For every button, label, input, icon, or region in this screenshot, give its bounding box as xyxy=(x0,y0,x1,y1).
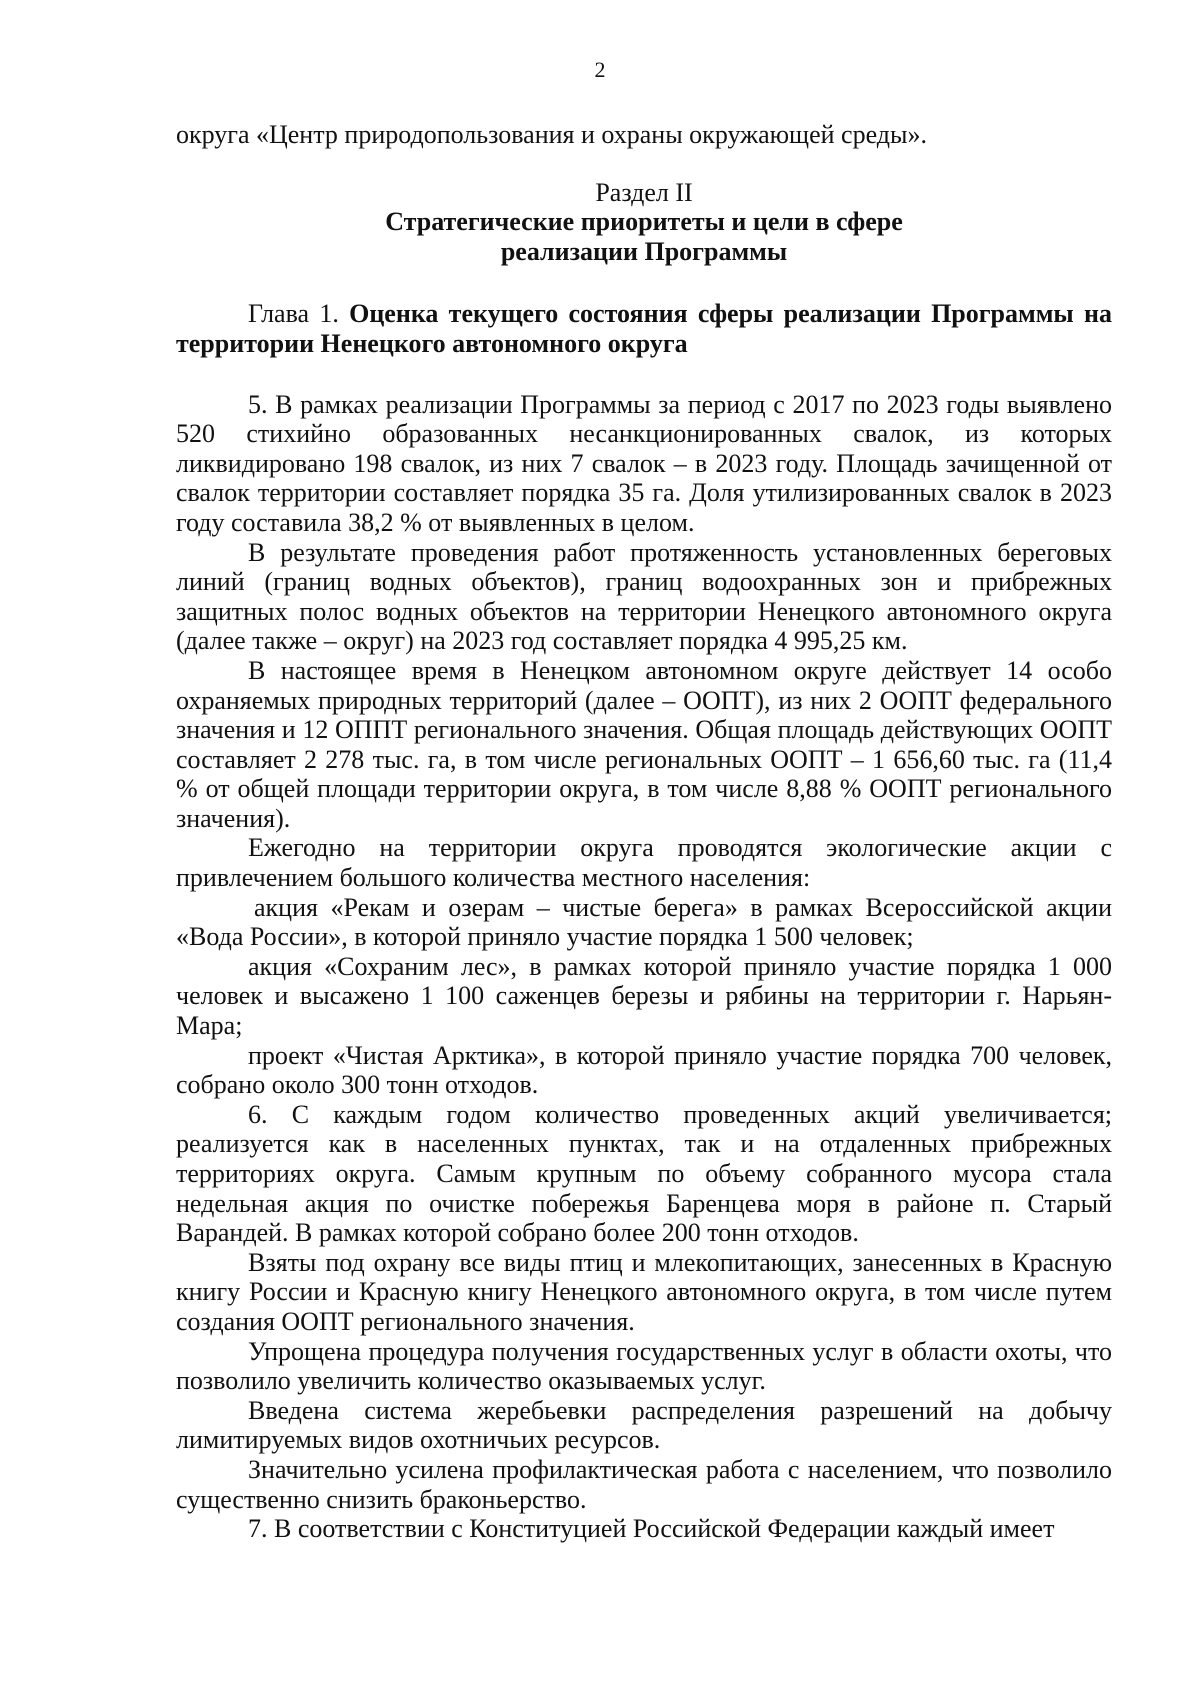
paragraph-7: 7. В соответствии с Конституцией Российской Федерации каждый имеет xyxy=(248,1514,1055,1544)
paragraph-red-book: Взяты под охрану все виды птиц и млекопитающих, занесенных в Красную книгу России и Красную книгу Ненецкого автономного округа, в том числе путем создания ООПТ регионального значения. xyxy=(176,1247,1112,1336)
list-item-forest-action: акция «Сохраним лес», в рамках которой приняло участие порядка 1 000 человек и высажено 1 100 саженцев березы и рябины на территории г. Нарьян-Мара; xyxy=(176,951,1112,1041)
section-label: Раздел II xyxy=(595,177,693,207)
document-body xyxy=(176,120,1112,1544)
section-title-line-2: реализации Программы xyxy=(500,236,788,266)
intro-line: округа «Центр природопользования и охраны окружающей среды». xyxy=(176,120,927,149)
paragraph-hunting-services: Упрощена процедура получения государственных услуг в области охоты, что позволило увеличить количество оказываемых услуг. xyxy=(176,1336,1112,1396)
section-header xyxy=(176,178,1112,267)
paragraph-protected-areas: В настоящее время в Ненецком автономном округе действует 14 особо охраняемых природных территорий (далее – ООПТ), из них 2 ООПТ федерального значения и 12 ОППТ регионального значения. Общая площадь действующих ООПТ составляет 2 278 тыс. га, в том числе региональных ООПТ – 1 656,60 тыс. га (11,4 % от общей площади территории округа, в том числе 8,88 % ООПТ регионального значения). xyxy=(176,655,1112,833)
paragraph-eco-actions: Ежегодно на территории округа проводятся экологические акции с привлечением большого количества местного населения: xyxy=(176,833,1112,893)
page-number: 2 xyxy=(594,57,606,82)
list-item-rivers-action: акция «Рекам и озерам – чистые берега» в рамках Всероссийской акции «Вода России», в которой приняло участие порядка 1 500 человек; xyxy=(176,892,1112,952)
paragraph-shorelines: В результате проведения работ протяженность установленных береговых линий (границ водных объектов), границ водоохранных зон и прибрежных защитных полос водных объектов на территории Ненецкого автономного округа (далее также – округ) на 2023 год составляет порядка 4 995,25 км. xyxy=(176,537,1112,656)
paragraph-prevention: Значительно усилена профилактическая работа с населением, что позволило существенно снизить браконьерство. xyxy=(176,1454,1112,1514)
paragraph-6: 6. С каждым годом количество проведенных акций увеличивается; реализуется как в населенных пунктах, так и на отдаленных прибрежных территориях округа. Самым крупным по объему собранного мусора стала недельная акция по очистке побережья Баренцева моря в районе п. Старый Варандей. В рамках которой собрано более 200 тонн отходов. xyxy=(176,1099,1112,1248)
paragraph-lottery: Введена система жеребьевки распределения разрешений на добычу лимитируемых видов охотничьих ресурсов. xyxy=(176,1395,1112,1455)
paragraph-5: 5. В рамках реализации Программы за период с 2017 по 2023 годы выявлено 520 стихийно образованных несанкционированных свалок, из которых ликвидировано 198 свалок, из них 7 свалок – в 2023 году. Площадь зачищенной от свалок территории составляет порядка 35 га. Доля утилизированных свалок в 2023 году составила 38,2 % от выявленных в целом. xyxy=(176,389,1112,537)
chapter-heading xyxy=(176,299,1112,358)
chapter-prefix: Глава 1. xyxy=(248,299,350,329)
section-title-line-1: Стратегические приоритеты и цели в сфере xyxy=(385,207,903,237)
chapter-title: Оценка текущего состояния сферы реализации Программы на территории Ненецкого автономного округа xyxy=(176,299,1112,358)
list-item-clean-arctic: проект «Чистая Арктика», в которой приняло участие порядка 700 человек, собрано около 300 тонн отходов. xyxy=(176,1040,1112,1100)
